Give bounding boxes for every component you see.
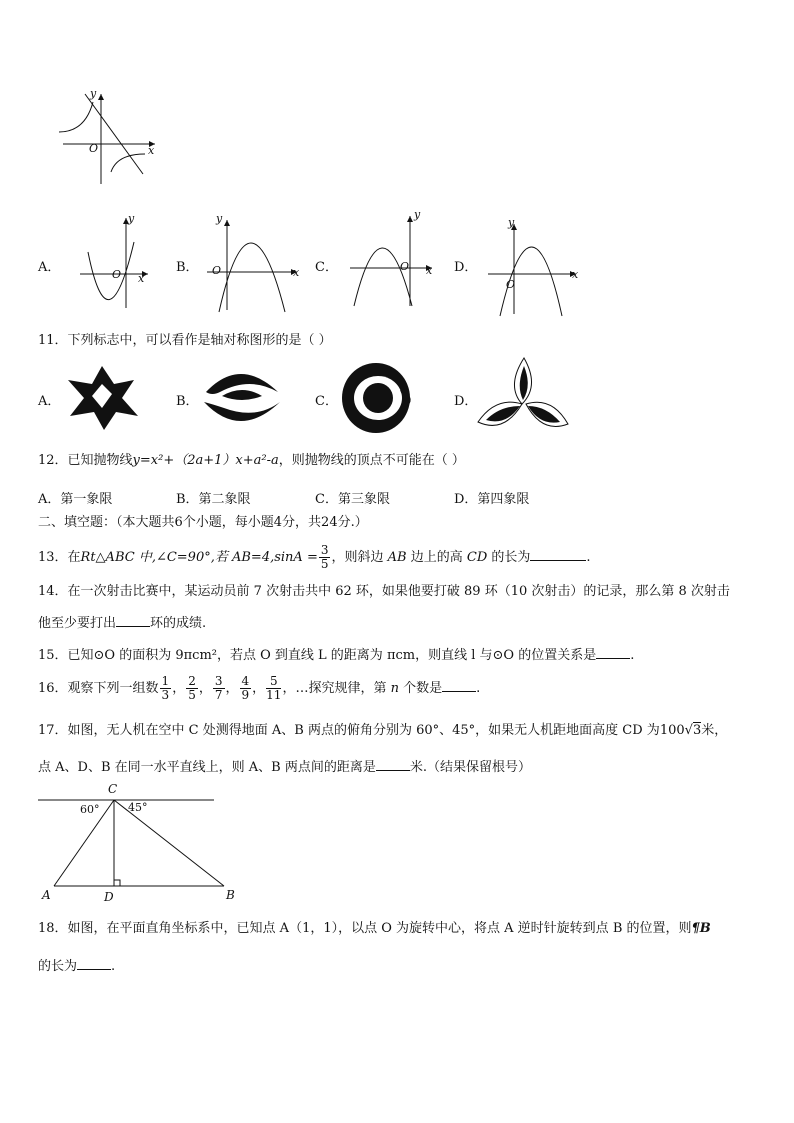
top-graph-x-label: x [148,144,155,157]
q16-text-b: ，…探究规律，第 [282,681,387,696]
q16-fraction-3-den: 7 [214,688,223,702]
q10-c-x-label: x [426,264,433,277]
q17-height-value [660,722,701,738]
q10-b-y-label: y [216,212,223,225]
q16-sep-4: ， [252,681,266,696]
q16-fraction-2-num: 2 [188,674,196,688]
q17-angle-60: 60° [80,803,100,816]
q11-option-d-letter: D． [454,394,478,409]
q13-condition: Rt△ABC 中,∠C=90°,若 AB=4,sinA = [80,550,318,565]
q16-fraction-4-den: 9 [241,688,250,702]
q11-option-a-logo [62,362,142,432]
q16-sep-1: ， [172,681,186,696]
q12-number: 12．已知抛物线 [38,453,133,468]
q12-option-b: B．第二象限 [176,492,251,507]
q16-fraction-2-den: 5 [188,688,196,702]
q12-option-c: C．第三象限 [315,492,390,507]
q17-line2-post: 米.（结果保留根号） [409,760,531,775]
q15-stem [38,646,634,665]
q16-text-a: 16．观察下列一组数 [38,681,159,696]
q17-label-c: C [108,782,118,796]
q16-end: . [476,681,481,696]
q16-fraction-3 [213,675,225,702]
q11-option-c-letter: C． [315,394,338,409]
q17-figure [36,782,236,902]
q16-stem [38,672,480,706]
q10-d-origin-label: O [506,278,516,291]
q13-fraction-numerator: 3 [320,543,329,557]
q12-tail: ，则抛物线的顶点不可能在（ ） [278,453,465,468]
q18-line1 [38,920,711,938]
q10-a-y-label: y [128,212,135,225]
q12-option-d: D．第四象限 [454,492,530,507]
q16-n: n [390,681,399,696]
q10-option-a-graph [78,212,158,312]
q11-option-d-logo [476,356,572,440]
q10-a-x-label: x [138,272,145,285]
q13-number: 13．在 [38,550,81,565]
q15-end: . [630,648,635,663]
q10-d-x-label: x [572,268,579,281]
q13-stem [38,544,591,571]
q15-answer-blank[interactable] [596,646,630,659]
q11-option-b-letter: B． [176,394,199,409]
q17-line1-text: 17．如图，无人机在空中 C 处测得地面 A、B 两点的俯角分别为 60°、45°，如果无人机距地面高度 CD 为 [38,723,660,738]
q10-option-d-graph [486,218,586,318]
q11-option-c-logo [338,360,418,436]
q18-arc-glyph: ¶B [691,921,711,936]
q13-fraction-denominator: 5 [320,557,329,571]
q14-answer-blank[interactable] [116,614,150,627]
q13-text-b: 边上的高 [410,550,463,565]
sqrt-sign-icon: √ [684,723,693,738]
q17-height-radicand: 3 [692,723,702,738]
q13-answer-blank[interactable] [530,548,586,561]
q10-option-c-graph [348,210,438,310]
q17-height-coef: 100 [659,723,685,738]
q18-end: . [111,959,116,974]
q10-d-y-label: y [508,216,515,229]
q18-answer-blank[interactable] [77,957,111,970]
q16-fraction-1-num: 1 [161,674,170,688]
q13-end: . [586,550,591,565]
q13-cd: CD [466,550,488,565]
q17-label-a: A [42,888,51,902]
q17-line2 [38,758,531,777]
q10-b-origin-label: O [212,264,222,277]
q17-angle-45: 45° [128,801,148,814]
top-graph-y-label: y [90,87,97,100]
q13-ab: AB [387,550,407,565]
q10-c-y-label: y [414,208,421,221]
q10-option-d-letter: D． [454,260,478,275]
q10-option-a-letter: A． [38,260,61,275]
q11-option-a-letter: A． [38,394,61,409]
q14-line2-post: 环的成绩. [150,616,207,631]
q16-sep-2: ， [198,681,212,696]
q16-fraction-5-num: 5 [266,675,281,689]
q18-line1-text: 18．如图，在平面直角坐标系中，已知点 A（1，1），以点 O 为旋转中心，将点 A 逆时针旋转到点 B 的位置，则 [38,921,692,936]
q11-stem: 11．下列标志中，可以看作是轴对称图形的是（ ） [38,333,332,348]
q11-option-b-logo [200,362,284,432]
q14-line1: 14．在一次射击比赛中，某运动员前 7 次射击共中 62 环，如果他要打破 89 环（10 次射击）的记录，那么第 8 次射击 [38,584,730,599]
q16-fraction-1 [160,675,172,702]
q12-formula: y=x²+（2a+1）x+a²-a [132,453,279,468]
q14-line2 [38,614,206,633]
q13-text-c: 的长为 [491,550,531,565]
q17-line1 [38,722,727,740]
q10-option-b-letter: B． [176,260,199,275]
q13-fraction [319,544,331,571]
q12-stem [38,452,465,470]
q14-line2-pre: 他至少要打出 [38,616,117,631]
q13-text-a: ，则斜边 [331,550,384,565]
q16-sep-3: ， [225,681,239,696]
q16-fraction-1-den: 3 [161,688,170,702]
top-graph [55,88,165,188]
q10-b-x-label: x [293,266,300,279]
q16-fraction-2 [186,675,198,702]
top-graph-origin-label: O [89,142,99,155]
q16-fraction-5 [266,675,281,702]
q18-line2-pre: 的长为 [38,959,78,974]
q10-option-c-letter: C． [315,260,338,275]
q17-answer-blank[interactable] [376,758,410,771]
q16-fraction-4-num: 4 [241,674,250,688]
q17-line1-post: 米， [701,723,728,738]
q16-text-c: 个数是 [403,681,443,696]
q18-line2 [38,957,115,976]
q12-option-a: A．第一象限 [38,492,113,507]
section2-header: 二、填空题：（本大题共6个小题，每小题4分，共24分.） [38,515,368,530]
q17-label-b: B [226,888,235,902]
q17-line2-pre: 点 A、D、B 在同一水平直线上，则 A、B 两点间的距离是 [38,760,376,775]
q16-fraction-3-num: 3 [214,674,223,688]
q15-text: 15．已知⊙O 的面积为 9πcm²，若点 O 到直线 L 的距离为 πcm，则直线 l 与⊙O 的位置关系是 [38,648,597,663]
q16-fraction-5-den: 11 [266,688,282,702]
q16-answer-blank[interactable] [442,679,476,692]
q10-c-origin-label: O [400,260,410,273]
q17-label-d: D [104,890,114,904]
q16-fraction-4 [240,675,252,702]
q10-a-origin-label: O [112,268,122,281]
